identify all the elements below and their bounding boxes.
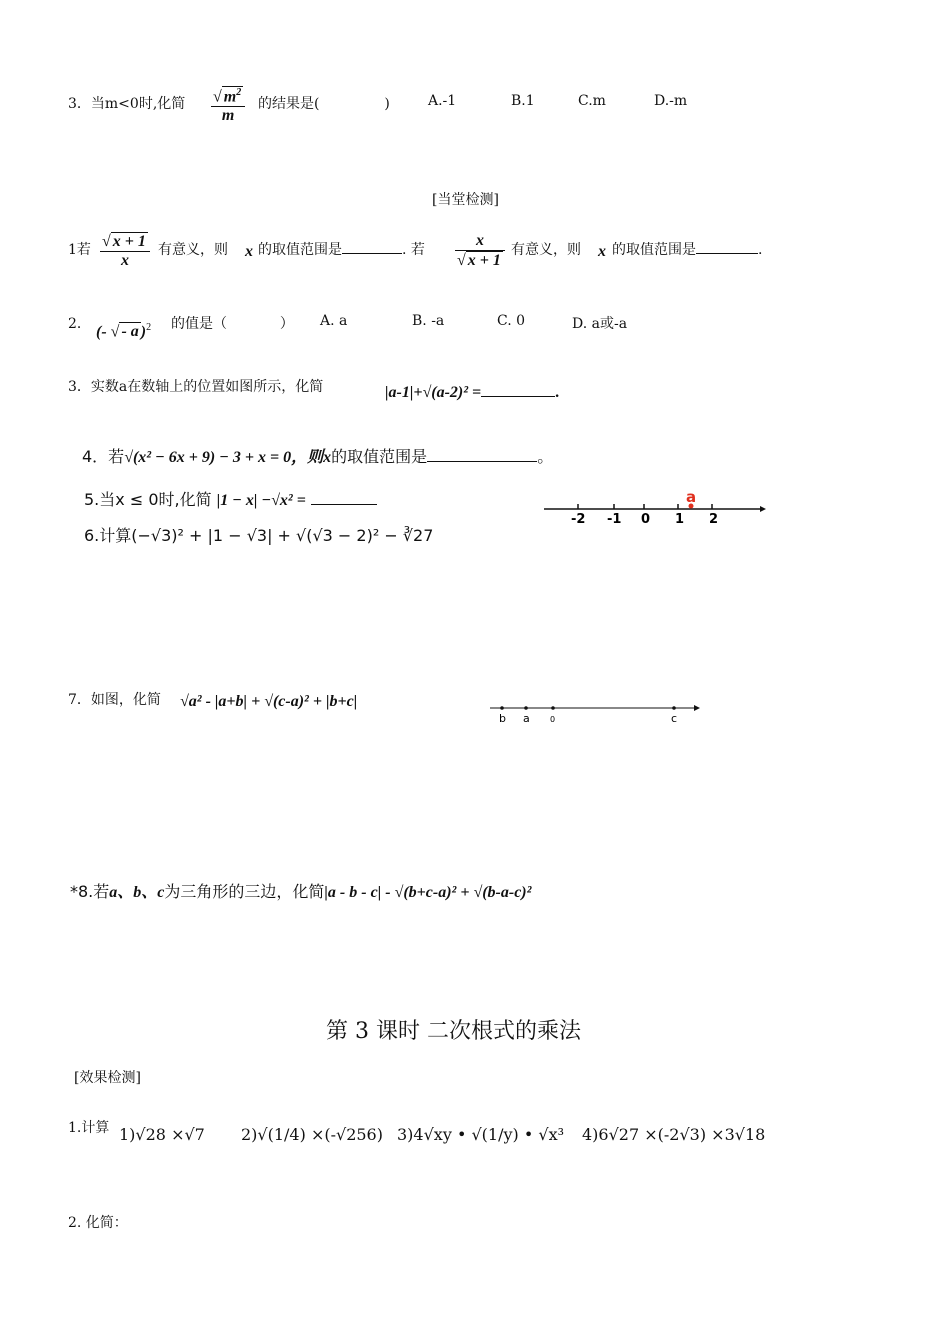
question-3-tail (258, 93, 390, 113)
option-a: A. a (320, 313, 348, 329)
answer-blank[interactable] (311, 492, 377, 505)
test-question-1-tail (511, 239, 581, 259)
expr-t7: √a² - |a+b| + √(c-a)² + |b+c| (180, 693, 358, 710)
answer-blank[interactable] (427, 449, 537, 462)
period: . (555, 384, 560, 401)
question-label: 2． (68, 316, 91, 332)
question-label: 4．若 (82, 447, 125, 466)
point-marker (672, 706, 676, 710)
question-label: 1若 (68, 242, 91, 258)
question-label: 7．如图，化简 (68, 692, 161, 708)
test-question-1 (68, 239, 91, 259)
test-question-8 (70, 879, 531, 902)
answer-blank[interactable] (481, 384, 555, 397)
calc-item-2: 2)√(1/4) ×(-√256) (241, 1125, 383, 1144)
var-x: x (245, 243, 253, 260)
expression: (−√3)² + |1 − √3| + √(√3 − 2)² − ∛27 (131, 526, 434, 545)
var-x: x (323, 449, 332, 466)
fraction-x-over-sqrt: $\frac{x}{√ x + 1}$ (455, 232, 505, 270)
test-question-5 (84, 487, 377, 510)
option-b: B.1 (511, 93, 535, 109)
fraction-sqrt-m2-over-m: $\frac{√ m^2}{m}$ (211, 86, 245, 125)
question-text: 为三角形的三边，化简 (164, 882, 325, 901)
calc-item-1: 1)√28 ×√7 (119, 1125, 205, 1144)
number-line-figure-2 (488, 698, 708, 728)
question-label: 3．当m<0时,化简 (68, 96, 186, 112)
expression: |1 − x| −√x² = (216, 492, 306, 509)
point-label: 0 (550, 715, 556, 724)
option-d: D. a或-a (572, 316, 628, 332)
paren-close: ） (279, 316, 294, 332)
question-label: *8.若 (70, 882, 110, 901)
question-3-top (68, 93, 185, 113)
point-marker (524, 706, 528, 710)
point-marker (551, 706, 555, 710)
question-text: 的值是（ (171, 316, 227, 332)
tick-label: -1 (607, 512, 622, 526)
tick-label: -2 (571, 512, 586, 526)
question-text: 的结果是( (258, 96, 320, 112)
effect-question-1 (68, 1117, 109, 1137)
tick-label: 1 (675, 512, 685, 526)
calc-item-3: 3)4√xy • √(1/y) • √x³ (397, 1125, 564, 1144)
question-text: 有意义，则 (511, 242, 581, 258)
question-text: 的取值范围是 (331, 447, 428, 466)
test-question-2-tail (171, 313, 294, 333)
question-text: 有意义，则 (158, 242, 228, 258)
test-question-7 (68, 689, 161, 709)
option-d: D.-m (654, 93, 688, 109)
expression: |a - b - c| - √(b+c-a)² + √(b-a-c)² (324, 884, 532, 901)
section-heading-in-class: [当堂检测] (432, 192, 499, 208)
test-question-4 (82, 444, 553, 467)
expr-neg-sqrt-neg-a-squared: (- √ - a )$^2$ (96, 322, 152, 341)
calc-item-4: 4)6√27 ×(-2√3) ×3√18 (582, 1125, 766, 1144)
answer-blank[interactable] (696, 241, 758, 254)
question-label: 6.计算 (84, 526, 132, 545)
option-b: B. -a (412, 313, 445, 329)
tick-label: 2 (709, 512, 719, 526)
question-text: . 若 (402, 242, 425, 258)
test-question-2 (68, 313, 91, 333)
point-a-label: a (686, 488, 697, 506)
option-c: C. 0 (497, 313, 526, 329)
test-question-3 (68, 376, 323, 396)
point-label: b (499, 712, 506, 725)
test-question-1-mid (158, 239, 228, 259)
condition: x ≤ 0时,化简 (115, 490, 212, 509)
question-text: 的取值范围是 (258, 242, 342, 258)
point-marker (500, 706, 504, 710)
variables: a、b、c (109, 884, 165, 901)
paren-close: ) (384, 96, 390, 112)
period: 。 (537, 447, 554, 466)
tick-label: 0 (641, 512, 651, 526)
number-line-figure-1 (540, 486, 770, 526)
section-heading-effect: [效果检测] (74, 1070, 141, 1086)
point-label: a (523, 712, 530, 725)
lesson-title: 第 3 课时 二次根式的乘法 (326, 1019, 581, 1044)
fraction-sqrt-x-plus-1-over-x: $\frac{√ x + 1}{x}$ (100, 232, 150, 270)
test-question-6 (84, 523, 433, 546)
var-x-2: x (598, 243, 606, 260)
option-c: C.m (578, 93, 606, 109)
expression: √(x² − 6x + 9) − 3 + x = 0，则 (124, 449, 324, 466)
question-label: 1.计算 (68, 1120, 110, 1136)
test-question-1-range (258, 239, 425, 259)
expression: |a-1|+√(a-2)² = (385, 384, 482, 401)
effect-question-2: 2. 化简： (68, 1215, 128, 1231)
test-question-1-tail-2 (612, 239, 762, 259)
point-label: c (671, 712, 678, 725)
expr-abs-a-minus-1 (385, 384, 559, 402)
option-a: A.-1 (428, 93, 457, 109)
question-text: 3．实数a在数轴上的位置如图所示，化简 (68, 379, 324, 395)
period: . (758, 242, 763, 258)
question-label: 5.当 (84, 490, 116, 509)
answer-blank[interactable] (342, 241, 402, 254)
question-text: 的取值范围是 (612, 242, 696, 258)
